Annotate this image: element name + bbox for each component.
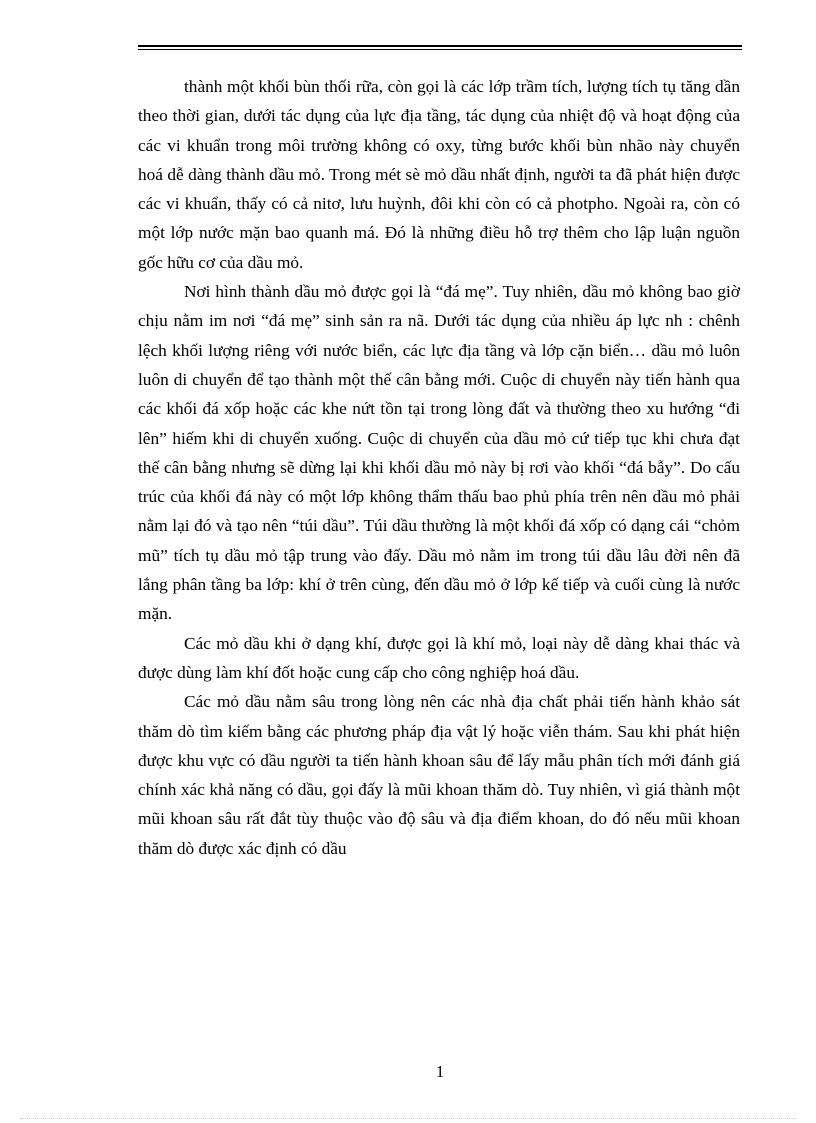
body-text (138, 72, 740, 863)
paragraph: Các mỏ dầu nằm sâu trong lòng nên các nhà địa chất phải tiến hành khảo sát thăm dò tìm kiếm bằng các phương pháp địa vật lý hoặc viễn thám. Sau khi phát hiện được khu vực có dầu người ta tiến hành khoan sâu để lấy mẫu phân tích mới đánh giá chính xác khả năng có dầu, gọi đấy là mũi khoan thăm dò. Tuy nhiên, vì giá thành một mũi khoan sâu rất đắt tùy thuộc vào độ sâu và địa điểm khoan, do đó nếu mũi khoan thăm dò được xác định có dầu (138, 692, 740, 858)
page-number: 1 (435, 1062, 445, 1081)
paragraph: Nơi hình thành dầu mỏ được gọi là “đá mẹ”. Tuy nhiên, dầu mỏ không bao giờ chịu nằm im nơi “đá mẹ” sinh sản ra nã. Dưới tác dụng của nhiều áp lực nh : chênh lệch khối lượng riêng với nước biển, các lực địa tầng và lớp cặn biển… dầu mỏ luôn luôn di chuyển để tạo thành một thế cân bằng mới. Cuộc di chuyển này tiến hành qua các khối đá xốp hoặc các khe nứt tồn tại trong lòng đất và thường theo xu hướng “đi lên” hiếm khi di chuyển xuống. Cuộc di chuyển của dầu mỏ cứ tiếp tục khi chưa đạt thế cân bằng nhưng sẽ dừng lại khi khối dầu mỏ này bị rơi vào khối “đá bẫy”. Do cấu trúc của khối đá này có một lớp không thẩm thấu bao phủ phía trên nên dầu mỏ phải nằm lại đó và tạo nên “túi dầu”. Túi dầu thường là một khối đá xốp có dạng cái “chỏm mũ” tích tụ dầu mỏ tập trung vào đấy. Dầu mỏ nằm im trong túi dầu lâu đời nên đã lắng phân tầng ba lớp: khí ở trên cùng, đến dầu mỏ ở lớp kế tiếp và cuối cùng là nước mặn. (138, 282, 740, 624)
paragraph: Các mỏ dầu khi ở dạng khí, được gọi là khí mỏ, loại này dễ dàng khai thác và được dùng làm khí đốt hoặc cung cấp cho công nghiệp hoá dầu. (138, 633, 740, 682)
paragraph-continuation: thành một khối bùn thối rữa, còn gọi là các lớp trầm tích, lượng tích tụ tăng dần theo thời gian, dưới tác dụng của lực địa tầng, tác dụng của nhiệt độ và hoạt động của các vi khuẩn trong môi trường không có oxy, từng bước khối bùn nhão này chuyển hoá dễ dàng thành dầu mỏ. Trong mét sè mỏ dầu nhất định, người ta đã phát hiện được các vi khuẩn, thấy có cả nitơ, lưu huỳnh, đôi khi còn có cả photpho. Ngoài ra, còn có một lớp nước mặn bao quanh má. Đó là những điều hỗ trợ thêm cho lập luận nguồn gốc hữu cơ của dầu mỏ. (138, 77, 740, 272)
header-double-rule (138, 45, 742, 50)
page-bottom-divider (20, 1118, 796, 1119)
